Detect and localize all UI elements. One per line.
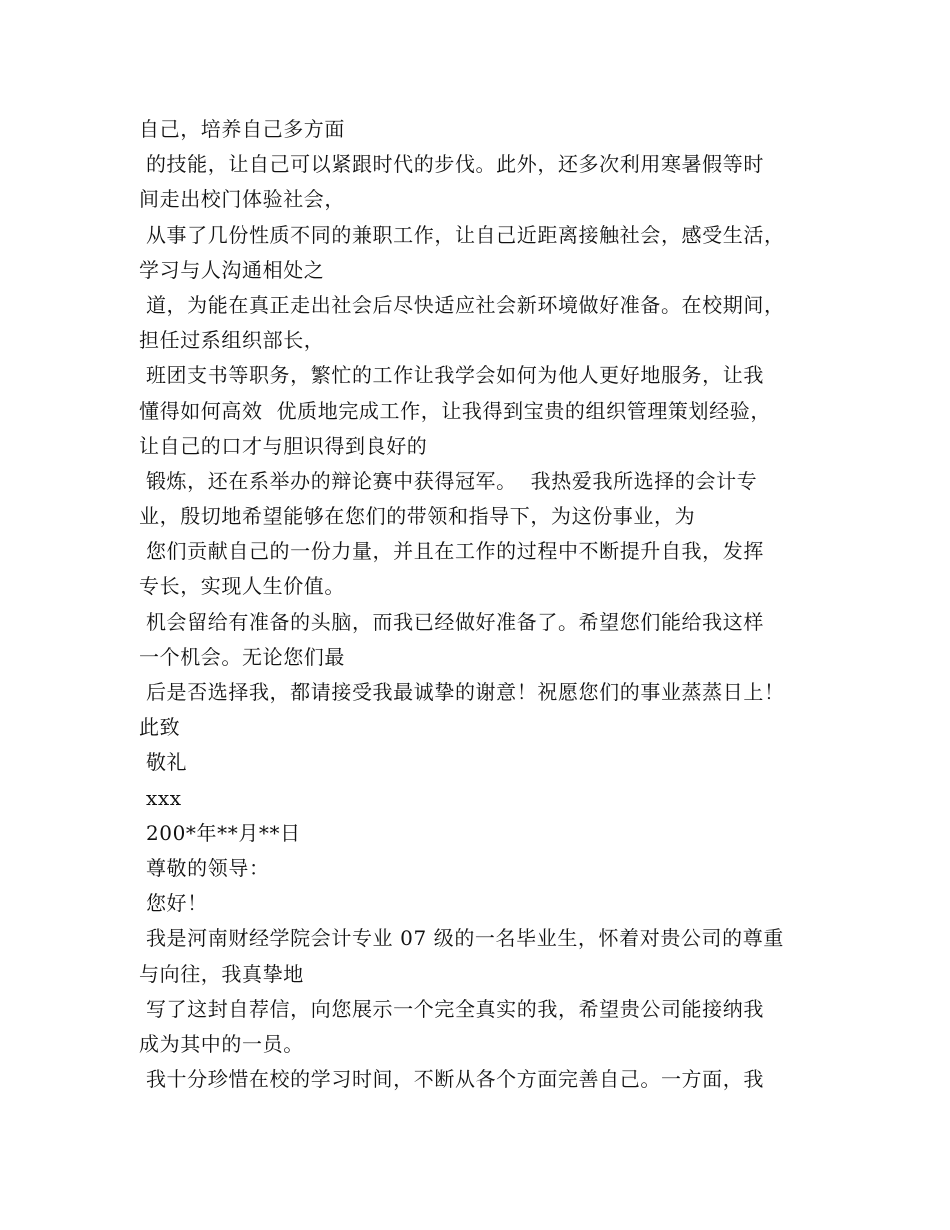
text-line: 学习与人沟通相处之	[139, 257, 325, 282]
greeting-line: 您好！	[139, 891, 208, 916]
salutation-line: 敬礼	[139, 750, 188, 775]
text-line: 写了这封自荐信，向您展示一个完全真实的我，希望贵公司能接纳我	[139, 996, 764, 1021]
text-line: 后是否选择我，都请接受我最诚挚的谢意！祝愿您们的事业蒸蒸日上！	[139, 680, 785, 704]
letter-body	[139, 112, 839, 1097]
signature-name: xxx	[139, 785, 182, 810]
signature-date: 200*年**月**日	[139, 820, 301, 845]
text-line: 我十分珍惜在校的学习时间，不断从各个方面完善自己。一方面，我	[139, 1067, 764, 1092]
text-line: 自己，培养自己多方面	[139, 117, 345, 141]
text-line: 一个机会。无论您们最	[139, 644, 345, 669]
text-line: 您们贡献自己的一份力量，并且在工作的过程中不断提升自我，发挥	[139, 539, 764, 564]
text-line: 担任过系组织部长，	[139, 328, 325, 353]
text-line: 从事了几份性质不同的兼职工作，让自己近距离接触社会，感受生活，	[139, 222, 785, 247]
text-line: 与向往，我真挚地	[139, 961, 304, 986]
text-line: 班团支书等职务，繁忙的工作让我学会如何为他人更好地服务，让我	[139, 363, 764, 388]
text-line: 道，为能在真正走出社会后尽快适应社会新环境做好准备。在校期间，	[139, 292, 785, 317]
text-line: 的技能，让自己可以紧跟时代的步伐。此外，还多次利用寒暑假等时	[139, 152, 764, 177]
text-line: 机会留给有准备的头脑，而我已经做好准备了。希望您们能给我这样	[139, 609, 764, 634]
greeting-line: 尊敬的领导：	[139, 855, 270, 880]
text-line: 专长，实现人生价值。	[139, 574, 345, 599]
text-line: 成为其中的一员。	[139, 1031, 304, 1056]
text-line: 我是河南财经学院会计专业 07 级的一名毕业生，怀着对贵公司的尊重	[139, 926, 784, 951]
text-line: 懂得如何高效 优质地完成工作，让我得到宝贵的组织管理策划经验，	[139, 398, 771, 423]
text-line: 间走出校门体验社会，	[139, 187, 345, 212]
text-line: 业，殷切地希望能够在您们的带领和指导下，为这份事业，为	[139, 504, 696, 529]
text-line: 锻炼，还在系举办的辩论赛中获得冠军。 我热爱我所选择的会计专	[139, 468, 758, 493]
closing-line: 此致	[139, 715, 181, 740]
text-line: 让自己的口才与胆识得到良好的	[139, 433, 428, 458]
